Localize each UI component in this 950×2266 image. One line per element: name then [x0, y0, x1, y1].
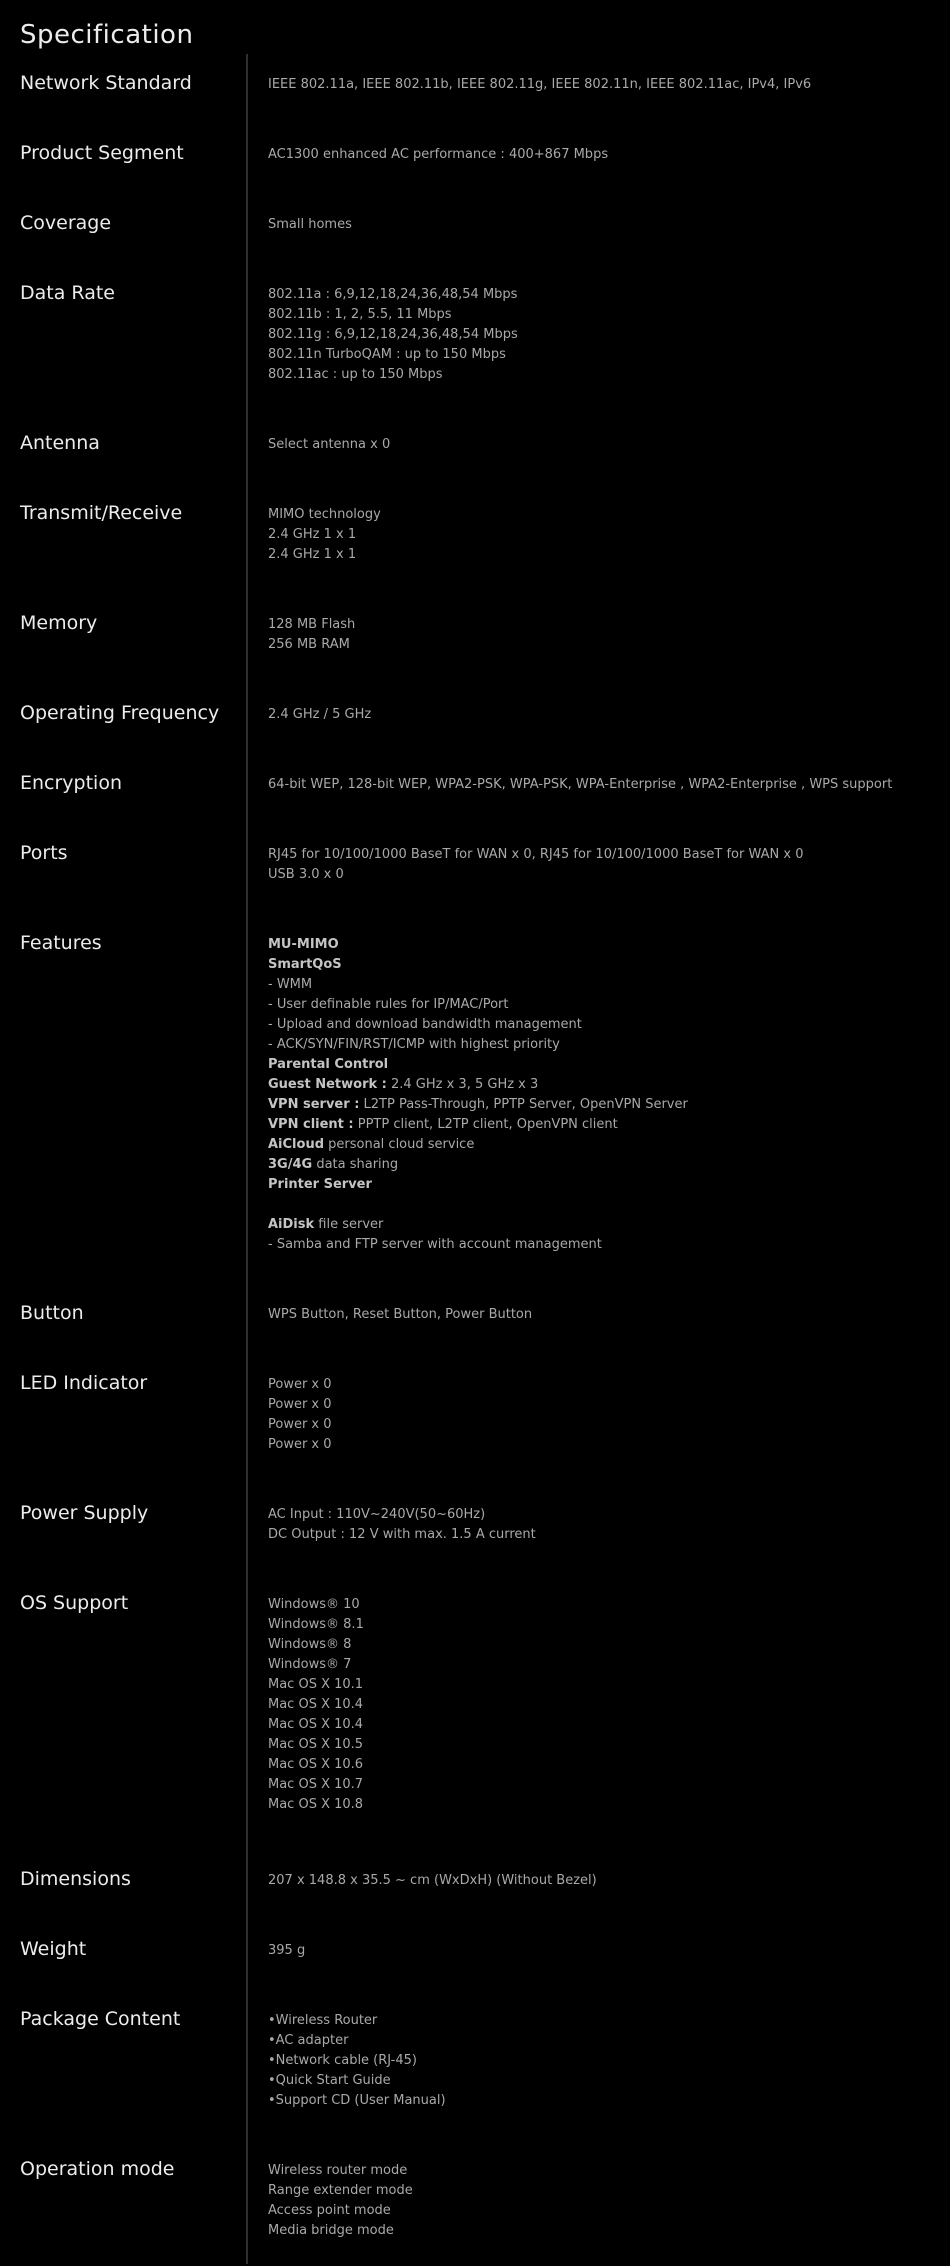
spec-value-text: •AC adapter — [268, 2033, 349, 2048]
spec-value-line — [268, 505, 381, 525]
spec-value — [268, 215, 352, 235]
spec-value-text: - User definable rules for IP/MAC/Port — [268, 997, 509, 1012]
spec-value-text: Windows® 8 — [268, 1637, 352, 1652]
spec-value-line — [268, 1735, 364, 1755]
spec-value-text: personal cloud service — [324, 1137, 475, 1152]
spec-value-line — [268, 1195, 688, 1215]
spec-value-text: PPTP client, L2TP client, OpenVPN client — [353, 1117, 618, 1132]
spec-value — [268, 75, 811, 95]
spec-value-text: 256 MB RAM — [268, 637, 350, 652]
spec-value — [268, 705, 371, 725]
spec-value-bold: AiDisk — [268, 1217, 315, 1232]
spec-value-text: - WMM — [268, 977, 313, 992]
spec-value-line — [268, 1035, 688, 1055]
spec-value-line — [268, 975, 688, 995]
spec-value-bold: Guest Network : — [268, 1077, 387, 1092]
spec-value-line — [268, 545, 381, 565]
spec-value-line — [268, 1795, 364, 1815]
spec-value-text: DC Output : 12 V with max. 1.5 A current — [268, 1527, 536, 1542]
spec-value-line — [268, 325, 518, 345]
page-title: Specification — [20, 20, 194, 50]
spec-value-text: 64-bit WEP, 128-bit WEP, WPA2-PSK, WPA-PSK, WPA-Enterprise , WPA2-Enterprise , WPS support — [268, 777, 893, 792]
spec-label: Encryption — [20, 772, 123, 794]
spec-label: Operation mode — [20, 2158, 175, 2180]
spec-value-line — [268, 2071, 446, 2091]
spec-value-text: Media bridge mode — [268, 2223, 394, 2238]
spec-value-text: Power x 0 — [268, 1397, 332, 1412]
spec-value-line — [268, 2181, 413, 2201]
spec-value-line — [268, 1775, 364, 1795]
spec-value-line — [268, 1755, 364, 1775]
column-divider — [246, 54, 248, 2264]
spec-value-line — [268, 1155, 688, 1175]
spec-value-line — [268, 1505, 536, 1525]
spec-value-text: 2.4 GHz 1 x 1 — [268, 547, 357, 562]
spec-value-text: WPS Button, Reset Button, Power Button — [268, 1307, 533, 1322]
spec-value-line — [268, 1675, 364, 1695]
spec-value-line — [268, 215, 352, 235]
spec-value-line — [268, 1015, 688, 1035]
spec-value-text: AC1300 enhanced AC performance : 400+867 Mbps — [268, 147, 609, 162]
spec-value-text: Small homes — [268, 217, 352, 232]
spec-value-text: 802.11b : 1, 2, 5.5, 11 Mbps — [268, 307, 452, 322]
spec-value-text: Mac OS X 10.4 — [268, 1697, 364, 1712]
spec-label: Network Standard — [20, 72, 192, 94]
spec-value-line — [268, 1615, 364, 1635]
spec-value — [268, 435, 390, 455]
spec-value-line — [268, 435, 390, 455]
spec-value-text: 128 MB Flash — [268, 617, 356, 632]
spec-value-text: Select antenna x 0 — [268, 437, 391, 452]
spec-label: Product Segment — [20, 142, 184, 164]
spec-value-line — [268, 935, 688, 955]
spec-value — [268, 1871, 597, 1891]
spec-value-line — [268, 1695, 364, 1715]
spec-value-line — [268, 705, 371, 725]
spec-value-line — [268, 2161, 413, 2181]
spec-value-text: data sharing — [312, 1157, 399, 1172]
spec-value-bold: VPN client : — [268, 1117, 354, 1132]
spec-value-text: IEEE 802.11a, IEEE 802.11b, IEEE 802.11g, IEEE 802.11n, IEEE 802.11ac, IPv4, IPv6 — [268, 77, 812, 92]
spec-value-text: Mac OS X 10.5 — [268, 1737, 364, 1752]
spec-label: Package Content — [20, 2008, 181, 2030]
spec-value-text: Power x 0 — [268, 1417, 332, 1432]
spec-value-line — [268, 1715, 364, 1735]
spec-value — [268, 845, 803, 885]
spec-value-bold: VPN server : — [268, 1097, 360, 1112]
spec-value-line — [268, 2051, 446, 2071]
spec-value — [268, 1375, 332, 1455]
spec-value-text: 207 x 148.8 x 35.5 ~ cm (WxDxH) (Without Bezel) — [268, 1873, 597, 1888]
spec-value-line — [268, 955, 688, 975]
spec-value-line — [268, 305, 518, 325]
spec-label: Antenna — [20, 432, 100, 454]
spec-value-bold: Printer Server — [268, 1177, 372, 1192]
spec-label: Button — [20, 1302, 84, 1324]
spec-label: Memory — [20, 612, 98, 634]
spec-value-bold: AiCloud — [268, 1137, 325, 1152]
spec-value — [268, 935, 688, 1255]
spec-value-bold: Parental Control — [268, 1057, 389, 1072]
spec-value-text: Windows® 7 — [268, 1657, 352, 1672]
spec-value-text: USB 3.0 x 0 — [268, 867, 344, 882]
spec-value — [268, 285, 518, 385]
spec-value-line — [268, 2091, 446, 2111]
spec-value-line — [268, 635, 355, 655]
spec-value-text: 802.11n TurboQAM : up to 150 Mbps — [268, 347, 506, 362]
spec-value-line — [268, 995, 688, 1015]
spec-value-text: - Upload and download bandwidth management — [268, 1017, 582, 1032]
spec-value-line — [268, 2201, 413, 2221]
spec-value-line — [268, 615, 355, 635]
spec-value-line — [268, 1235, 688, 1255]
spec-value-text: •Network cable (RJ-45) — [268, 2053, 417, 2068]
spec-value-text: - Samba and FTP server with account management — [268, 1237, 602, 1252]
spec-label: Ports — [20, 842, 68, 864]
spec-value-text: 802.11a : 6,9,12,18,24,36,48,54 Mbps — [268, 287, 518, 302]
spec-value-text: RJ45 for 10/100/1000 BaseT for WAN x 0, RJ45 for 10/100/1000 BaseT for WAN x 0 — [268, 847, 804, 862]
spec-value-text: Range extender mode — [268, 2183, 413, 2198]
spec-value-line — [268, 1115, 688, 1135]
spec-value-line — [268, 1655, 364, 1675]
spec-value-line — [268, 2011, 446, 2031]
spec-value-text: 2.4 GHz 1 x 1 — [268, 527, 357, 542]
spec-value — [268, 615, 355, 655]
spec-value-text: Power x 0 — [268, 1377, 332, 1392]
spec-value-line — [268, 2031, 446, 2051]
spec-value-text: Mac OS X 10.8 — [268, 1797, 364, 1812]
spec-value-text: Mac OS X 10.1 — [268, 1677, 364, 1692]
spec-value-line — [268, 1375, 332, 1395]
spec-label: Coverage — [20, 212, 112, 234]
spec-value-text: Mac OS X 10.6 — [268, 1757, 364, 1772]
spec-value-line — [268, 1175, 688, 1195]
spec-value-text: Windows® 8.1 — [268, 1617, 364, 1632]
spec-value-text: MIMO technology — [268, 507, 381, 522]
spec-value-line — [268, 525, 381, 545]
spec-value — [268, 2011, 446, 2111]
spec-value-text: 802.11g : 6,9,12,18,24,36,48,54 Mbps — [268, 327, 518, 342]
spec-value-line — [268, 865, 803, 885]
spec-value-line — [268, 1395, 332, 1415]
spec-value-line — [268, 1941, 305, 1961]
spec-value-line — [268, 285, 518, 305]
spec-value-line — [268, 1075, 688, 1095]
spec-value — [268, 145, 608, 165]
spec-value-text: Windows® 10 — [268, 1597, 360, 1612]
spec-value-line — [268, 1635, 364, 1655]
spec-value-text: AC Input : 110V~240V(50~60Hz) — [268, 1507, 486, 1522]
spec-value-line — [268, 1095, 688, 1115]
spec-value-text: - ACK/SYN/FIN/RST/ICMP with highest priority — [268, 1037, 560, 1052]
spec-value-text: L2TP Pass-Through, PPTP Server, OpenVPN Server — [359, 1097, 688, 1112]
spec-value — [268, 1505, 536, 1545]
spec-value-line — [268, 1305, 532, 1325]
spec-value-line — [268, 845, 803, 865]
spec-value — [268, 505, 381, 565]
spec-label: LED Indicator — [20, 1372, 148, 1394]
spec-value-line — [268, 1135, 688, 1155]
spec-value-line — [268, 345, 518, 365]
spec-value — [268, 1941, 305, 1961]
spec-value-text: •Quick Start Guide — [268, 2073, 391, 2088]
spec-value-text: Wireless router mode — [268, 2163, 408, 2178]
spec-value-line — [268, 1871, 597, 1891]
spec-value-text: Mac OS X 10.7 — [268, 1777, 364, 1792]
spec-value-line — [268, 2221, 413, 2241]
spec-value-line — [268, 775, 892, 795]
spec-value-text: file server — [314, 1217, 384, 1232]
spec-value-text: 2.4 GHz x 3, 5 GHz x 3 — [386, 1077, 539, 1092]
spec-value-bold: SmartQoS — [268, 957, 342, 972]
spec-label: Transmit/Receive — [20, 502, 183, 524]
spec-label: Power Supply — [20, 1502, 149, 1524]
spec-value-bold: MU-MIMO — [268, 937, 339, 952]
spec-label: Operating Frequency — [20, 702, 220, 724]
spec-value — [268, 2161, 413, 2241]
spec-value-line — [268, 1215, 688, 1235]
spec-label: OS Support — [20, 1592, 129, 1614]
spec-value-line — [268, 75, 811, 95]
spec-value-text: •Support CD (User Manual) — [268, 2093, 446, 2108]
spec-value-line — [268, 1435, 332, 1455]
spec-value-text: 802.11ac : up to 150 Mbps — [268, 367, 443, 382]
spec-label: Data Rate — [20, 282, 115, 304]
spec-value-line — [268, 1595, 364, 1615]
spec-value — [268, 1305, 532, 1325]
spec-value-bold: 3G/4G — [268, 1157, 313, 1172]
spec-value — [268, 1595, 364, 1815]
spec-value-line — [268, 365, 518, 385]
spec-value-line — [268, 1415, 332, 1435]
spec-value-text: Access point mode — [268, 2203, 391, 2218]
spec-label: Features — [20, 932, 102, 954]
spec-value-text: Power x 0 — [268, 1437, 332, 1452]
spec-value-text: 2.4 GHz / 5 GHz — [268, 707, 372, 722]
spec-value — [268, 775, 892, 795]
spec-label: Dimensions — [20, 1868, 131, 1890]
spec-value-text: 395 g — [268, 1943, 306, 1958]
spec-value-line — [268, 1525, 536, 1545]
spec-value-line — [268, 145, 608, 165]
spec-label: Weight — [20, 1938, 87, 1960]
spec-value-text: •Wireless Router — [268, 2013, 378, 2028]
spec-value-line — [268, 1055, 688, 1075]
spec-value-text: Mac OS X 10.4 — [268, 1717, 364, 1732]
